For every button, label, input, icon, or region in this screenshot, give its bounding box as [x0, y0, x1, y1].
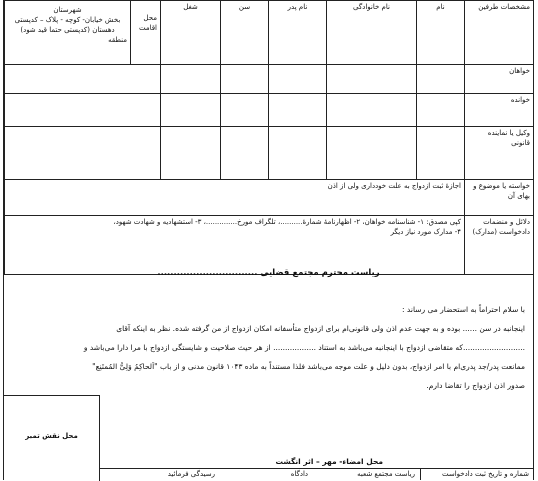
subject-value[interactable]: اجازهٔ ثبت ازدواج به علت خودداری ولی از اذن — [5, 180, 465, 216]
header-job: شغل — [161, 1, 221, 65]
cell[interactable] — [417, 94, 465, 127]
row-lawyer — [5, 127, 534, 180]
cell[interactable] — [269, 94, 327, 127]
cell[interactable] — [221, 94, 269, 127]
row-label-lawyer: وکیل یا نماینده قانونی — [465, 127, 534, 180]
address-line-3: دهستان (کدپستی حتما قید شود) — [20, 26, 115, 34]
review-instruction: رسیدگی فرمائید — [167, 470, 215, 478]
address-line-1: شهرستان — [53, 6, 82, 14]
cell[interactable] — [269, 127, 327, 180]
body-line-2: اینجانبه در سن ...... بوده و به جهت عدم اذن ولی قانونی‌ام برای ازدواج متأسفانه امکان ازدواج از من گرفته شده. نظر به اینکه آقای — [116, 324, 525, 333]
cell[interactable] — [5, 65, 161, 94]
cell[interactable] — [161, 94, 221, 127]
header-residence: محل اقامت — [131, 1, 161, 65]
row-label-evidence: دلائل و منضمات دادخواست (مدارک) — [465, 216, 534, 275]
row-evidence — [5, 216, 534, 275]
header-father-name: نام پدر — [269, 1, 327, 65]
divider — [420, 469, 421, 480]
row-subject — [5, 180, 534, 216]
header-row — [5, 1, 534, 65]
row-label-defendant: خوانده — [465, 94, 534, 127]
cell[interactable] — [269, 65, 327, 94]
body-line-1: با سلام احتراماً به استحضار می رساند : — [402, 305, 525, 314]
address-line-2: بخش خیابان- کوچه - پلاک – کدپستی — [14, 16, 121, 24]
body-line-3: ..........................که متقاضی ازدواج با اینجانبه می‌باشد به استناد .................. از هر حیث صلاحیت و شایستگی ازدواج با مرا دارا می‌باشد و — [83, 343, 525, 352]
addressee-title: ریاست محترم مجتمع قضایی ............................... — [157, 268, 380, 278]
evidence-line-1: کپی مصدق: ۱- شناسنامه خواهان، ۲- اظهارنامهٔ شمارهٔ..........، تلگراف مورخ..............، ۳- استشهادیه و شهادت شهود، — [113, 218, 461, 226]
cell[interactable] — [327, 94, 417, 127]
cell[interactable] — [417, 127, 465, 180]
row-label-plaintiff: خواهان — [465, 65, 534, 94]
cell[interactable] — [5, 127, 161, 180]
stamp-label: محل نقش تمبر — [25, 432, 78, 440]
registration-number-date: شماره و تاریخ ثبت دادخواست — [441, 470, 529, 478]
cell[interactable] — [327, 127, 417, 180]
cell[interactable] — [161, 65, 221, 94]
header-family-name: نام خانوادگی — [327, 1, 417, 65]
evidence-line-2: ۴- مدارک مورد نیاز دیگر — [390, 228, 461, 236]
evidence-value[interactable] — [5, 216, 465, 275]
header-address — [5, 1, 131, 65]
row-label-subject: خواسته یا موضوع و بهای آن — [465, 180, 534, 216]
parties-table — [4, 0, 534, 275]
cell[interactable] — [417, 65, 465, 94]
header-age: سن — [221, 1, 269, 65]
cell[interactable] — [5, 94, 161, 127]
row-defendant — [5, 94, 534, 127]
body-line-4: ممانعت پدر/جد پدری‌ام با امر ازدواج، بدون دلیل و علت موجه می‌باشد فلذا مستنداً به ماده ۱۰۴۳ قانون مدنی و از باب "اَلحاکِمُ وَلِیُّ المُمتَنِع" — [92, 362, 525, 371]
signature-label: محل امضاء- مهر – اثر انگشت — [275, 457, 383, 466]
body-line-5: صدور اذن ازدواج را تقاضا دارم. — [426, 381, 525, 390]
row-plaintiff — [5, 65, 534, 94]
cell[interactable] — [327, 65, 417, 94]
cell[interactable] — [161, 127, 221, 180]
court: دادگاه — [290, 470, 308, 478]
address-line-4: منطقه — [108, 36, 127, 44]
header-name: نام — [417, 1, 465, 65]
cell[interactable] — [221, 65, 269, 94]
court-complex-branch: ریاست مجتمع شعبه — [357, 470, 415, 478]
cell[interactable] — [221, 127, 269, 180]
petition-body — [10, 300, 525, 395]
header-parties: مشخصات طرفین — [465, 1, 534, 65]
registration-row — [99, 469, 533, 480]
petition-form — [3, 0, 534, 480]
